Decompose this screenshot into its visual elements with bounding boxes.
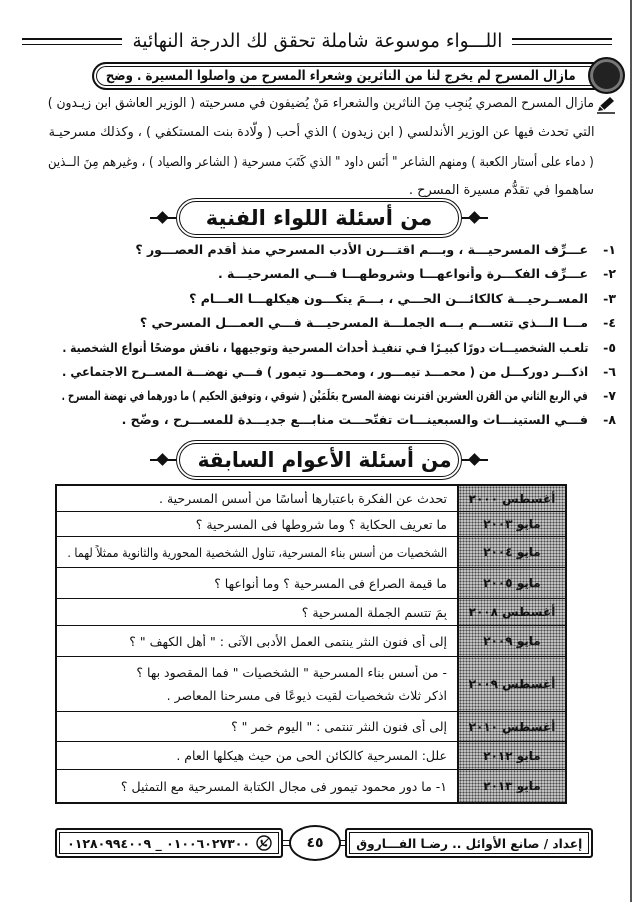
exam-date: مايو ٢٠٠٥	[483, 576, 541, 590]
footer-phones: ٠١٠٠٦٠٢٧٣٠٠ _ ٠١٢٨٠٩٩٤٠٠٩	[67, 835, 250, 851]
page-number: ٤٥	[306, 835, 324, 851]
exam-date: أغسطس ٢٠٠٩	[468, 677, 556, 691]
section-title-banner	[150, 440, 488, 480]
answer-line	[48, 92, 594, 116]
exam-question: علل: المسرحية كالكائن الحى من حيث هيكلها العام .	[176, 748, 447, 763]
exam-question-cell	[57, 770, 457, 802]
question-number: ٧-	[603, 387, 616, 403]
exam-question: تحدث عن الفكرة باعتبارها أساسًا من أسس المسرحية .	[159, 491, 447, 506]
question-number: ٦-	[603, 363, 616, 379]
ornament	[150, 211, 176, 225]
footer-author-wrap	[356, 836, 582, 851]
question-banner	[92, 62, 604, 90]
table-row	[57, 568, 565, 599]
question-text-box	[62, 291, 588, 306]
question-text: مـــا الـــذي تتســـم بـــه الجملـــة المسرحيـــة فـــي العمـــل المسرحي ؟	[139, 314, 588, 330]
exam-date-cell	[457, 568, 565, 598]
question-text-box	[62, 340, 588, 355]
exam-question-cell	[57, 599, 457, 625]
header-rule-left	[22, 38, 122, 45]
question-number: ٨-	[603, 411, 616, 427]
question-item	[62, 360, 616, 382]
exam-date: مايو ٢٠٠٣	[483, 517, 541, 531]
question-text-box	[62, 388, 588, 403]
section-title-box	[176, 198, 462, 238]
exam-date: مايو ٢٠١٣	[483, 779, 541, 793]
answer-line-text: ( دماء على أستار الكعبة ) ومنهم الشاعر " أنَس داود " الذي كَتَبَ مسرحية ( الشاعر والصياد ) ، وغيرهم مِنَ الــذين	[48, 155, 594, 170]
question-text: تلعـب الشخصيـــات دورًا كبيـرًا فـي تنفيـذ أحداث المسرحية وتوجيهها ، ناقش موضحًا أنواع الشخصية .	[62, 339, 588, 355]
question-banner-text: مازال المسرح لم يخرج لنا من الناثرين وشعراء المسرح من واصلوا المسيرة . وضح	[106, 68, 576, 84]
section-title: من أسئلة اللواء الفنية	[205, 206, 433, 230]
table-row	[57, 712, 565, 742]
ornament	[462, 453, 488, 467]
answer-line-text: التي تحدث فيها عن الوزير الأندلسي ( ابن زيدون ) الذي أحب ( ولّادة بنت المستكفي ) ، وكذلك مسرحيـة	[48, 125, 594, 140]
question-text-box	[62, 266, 588, 281]
footer-author-box	[345, 828, 593, 858]
header-rule-right	[512, 38, 612, 45]
section-title: من أسئلة الأعوام السابقة	[197, 448, 452, 472]
scan-edge-line	[630, 0, 632, 902]
answer-line	[48, 151, 594, 175]
question-text-box	[62, 364, 588, 379]
exam-date: أغسطس ٢٠٠٨	[468, 605, 556, 619]
exam-question-cell	[57, 568, 457, 598]
section-title-banner	[150, 198, 488, 238]
answer-line-text: ساهموا في تقدُّم مسيرة المسرح .	[408, 183, 594, 198]
question-item	[62, 336, 616, 358]
question-text-box	[62, 242, 588, 257]
section-title-box	[176, 440, 462, 480]
question-text: المســرحيـــة كالكائـــن الحـــي ، بـــمَ يتكـــون هيكلهـــا العـــام ؟	[189, 290, 588, 306]
exam-date-cell	[457, 486, 565, 511]
question-number: ١-	[603, 241, 616, 257]
exam-question: - من أسس بناء المسرحية " الشخصيات " فما المقصود بها ؟	[136, 665, 447, 680]
question-text: عـــرِّف المسرحيـــة ، وبـــم اقتـــرن الأدب المسرحي منذ أقدم العصـــور ؟	[135, 241, 588, 257]
exam-date-cell	[457, 537, 565, 567]
question-item	[62, 287, 616, 309]
answer-line	[48, 121, 594, 145]
exam-date: مايو ٢٠٠٤	[483, 545, 541, 559]
question-number-badge	[588, 57, 625, 94]
question-number: ٥-	[603, 339, 616, 355]
exam-question-cell	[57, 537, 457, 567]
header-title: اللـــواء موسوعة شاملة تحقق لك الدرجة النهائية	[132, 30, 502, 52]
exam-question: إلى أى فنون النثر ينتمى العمل الأدبى الآتى : " أهل الكهف " ؟	[129, 633, 447, 649]
page-number-oval	[289, 825, 341, 861]
exam-date-cell	[457, 712, 565, 741]
question-text: عـــرِّف الفكـــرة وأنواعهـــا وشروطهـــا فـــي المسرحيـــة .	[217, 265, 588, 281]
page-header	[22, 24, 612, 58]
exam-question-cell	[57, 512, 457, 536]
exam-date-cell	[457, 626, 565, 656]
exam-date-cell	[457, 599, 565, 625]
exam-question: إلى أى فنون النثر تنتمى : " اليوم خمر " ؟	[231, 719, 447, 734]
exam-date-cell	[457, 742, 565, 769]
header-title-box	[122, 30, 512, 52]
exam-question-cell	[57, 486, 457, 511]
table-row	[57, 742, 565, 770]
exam-question-cell	[57, 626, 457, 656]
question-item	[62, 384, 616, 406]
table-row	[57, 657, 565, 712]
question-text-box	[62, 315, 588, 330]
question-item	[62, 262, 616, 284]
exam-question: الشخصيات من أسس بناء المسرحية، تناول الشخصية المحورية والثانوية ممثلاً لهما .	[67, 544, 447, 560]
table-row	[57, 537, 565, 568]
question-text: في الربع الثاني من القرن العشرين اقترنت نهضة المسرح بعَلَمَيْنِ ( شوقي ، وتوفيق الحكيم ) ما دورهما في نهضة المسرح .	[62, 387, 588, 403]
exam-question-cell	[57, 657, 457, 711]
footer-phones-wrap	[66, 836, 250, 851]
answer-line-text: مازال المسرح المصري يُنجِب مِنَ الناثرين والشعراء مَنْ يُضيفون في مسرحيته ( الوزير العاشق ابن زيـدون )	[48, 96, 594, 111]
footer-phone-box	[55, 828, 283, 858]
table-row	[57, 626, 565, 657]
table-row	[57, 486, 565, 512]
question-text: اذكـــر دوركـــل من ( محمـــد تيمـــور ، ومحمـــود تيمور ) فـــي نهضـــة المســرح الاجتماعي .	[62, 363, 588, 379]
phone-icon	[256, 835, 272, 851]
question-number: ٣-	[603, 290, 616, 306]
exam-date: أغسطس ٢٠١٠	[468, 719, 556, 734]
exam-question-cell	[57, 742, 457, 769]
table-row	[57, 770, 565, 802]
question-number: ٢-	[603, 265, 616, 281]
question-text: فـــي الستينـــات والسبعينـــات تفتّحـــت منابـــع جديـــدة للمســـرح ، وضّح .	[121, 411, 588, 427]
footer-author: إعداد / صانع الأوائل .. رضـا الفـــاروق	[356, 835, 582, 851]
exam-date: أغسطس ٢٠٠٠	[468, 491, 556, 506]
exam-date-cell	[457, 657, 565, 711]
question-item	[62, 311, 616, 333]
table-row	[57, 599, 565, 626]
ornament	[150, 453, 176, 467]
exam-question: ما قيمة الصراع فى المسرحية ؟ وما أنواعها ؟	[214, 575, 447, 591]
table-row	[57, 512, 565, 537]
exam-question: ما تعريف الحكاية ؟ وما شروطها فى المسرحية ؟	[195, 516, 447, 532]
question-text-box	[62, 412, 588, 427]
exam-question: اذكر ثلاث شخصيات لقيت ذيوعًا فى مسرحنا المعاصر .	[166, 688, 447, 703]
question-item	[62, 408, 616, 430]
exam-question: بِمَ تتسم الجملة المسرحية ؟	[301, 604, 447, 620]
exam-date-cell	[457, 770, 565, 802]
exam-date: مايو ٢٠١٢	[483, 748, 541, 763]
past-exams-table	[55, 484, 567, 804]
exam-question-cell	[57, 712, 457, 741]
pencil-icon	[596, 96, 616, 114]
ornament	[462, 211, 488, 225]
question-item	[62, 238, 616, 260]
question-number: ٤-	[603, 314, 616, 330]
exam-question: ١- ما دور محمود تيمور فى مجال الكتابة المسرحية مع التمثيل ؟	[120, 778, 447, 794]
exam-date-cell	[457, 512, 565, 536]
exam-date: مايو ٢٠٠٩	[483, 634, 541, 648]
